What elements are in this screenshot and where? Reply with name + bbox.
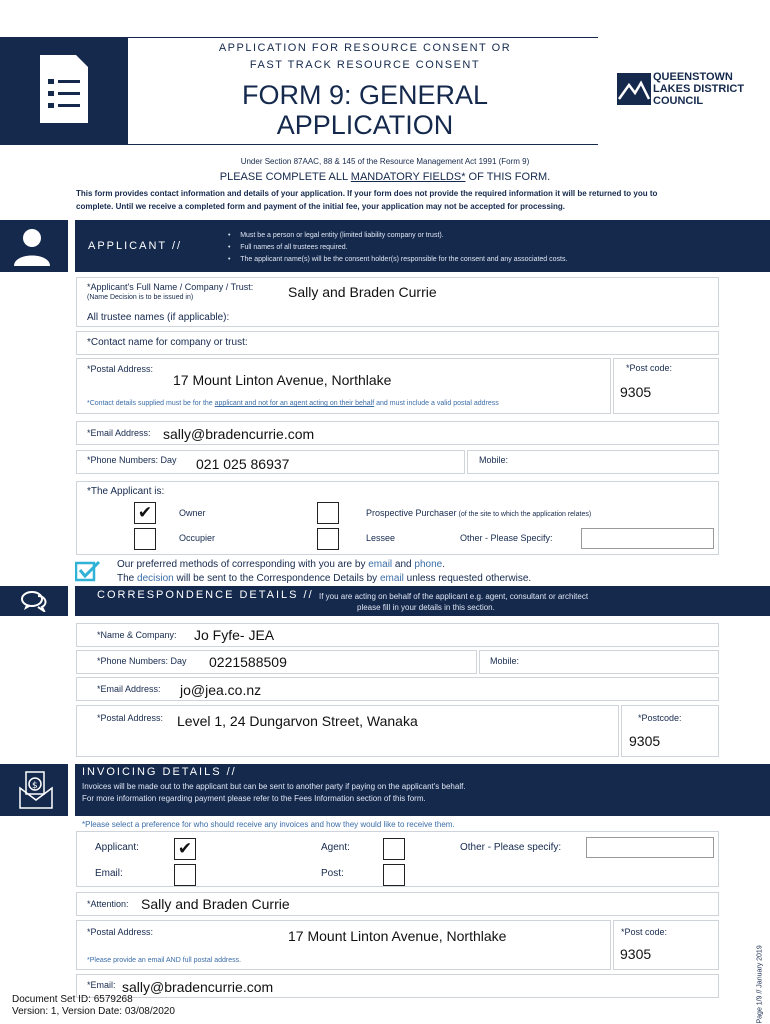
invoice-envelope-icon bbox=[18, 770, 54, 810]
council-name-3: COUNCIL bbox=[653, 95, 704, 107]
form-icon-panel bbox=[0, 37, 128, 145]
corr-postcode-label: *Postcode: bbox=[638, 713, 682, 723]
occupier-label: Occupier bbox=[179, 533, 216, 543]
postcode-value[interactable]: 9305 bbox=[620, 384, 652, 400]
invoicing-section-title: INVOICING DETAILS // bbox=[82, 766, 237, 778]
owner-checkbox[interactable]: ✔ bbox=[134, 502, 156, 524]
form-document-icon bbox=[36, 53, 92, 125]
invoice-postal-value[interactable]: 17 Mount Linton Avenue, Northlake bbox=[288, 928, 507, 944]
attention-value[interactable]: Sally and Braden Currie bbox=[141, 896, 290, 912]
svg-text:$: $ bbox=[32, 781, 38, 791]
owner-label: Owner bbox=[179, 508, 206, 518]
applicant-type-label: *The Applicant is: bbox=[87, 486, 165, 497]
complete-mandatory-text bbox=[0, 171, 770, 183]
invoice-other-label: Other - Please specify: bbox=[460, 842, 562, 853]
invoice-postcode-label: *Post code: bbox=[621, 927, 668, 937]
trustee-label: All trustee names (if applicable): bbox=[87, 312, 230, 323]
invoicing-note-1: Invoices will be made out to the applicant but can be sent to another party if paying on the applicant's behalf. bbox=[82, 782, 466, 791]
occupier-checkbox[interactable] bbox=[134, 528, 156, 550]
invoicing-note-2: For more information regarding payment please refer to the Fees Information section of this form. bbox=[82, 794, 426, 803]
council-logo bbox=[617, 71, 757, 111]
invoice-email-value[interactable]: sally@bradencurrie.com bbox=[122, 979, 274, 995]
form-title-2: APPLICATION bbox=[276, 110, 454, 140]
correspondence-note-2: please fill in your details in this section. bbox=[357, 603, 495, 612]
corr-mobile-label: Mobile: bbox=[490, 656, 520, 666]
page-number: Page 1/9 // January 2019 bbox=[756, 945, 764, 1024]
postal-note: *Contact details supplied must be for the applicant and not for an agent acting on their behalf and must include a valid postal address bbox=[87, 400, 499, 407]
corr-email-label: *Email Address: bbox=[97, 684, 161, 694]
invoice-agent-checkbox[interactable] bbox=[383, 838, 405, 860]
postcode-label: *Post code: bbox=[626, 363, 673, 373]
other-specify-label: Other - Please Specify: bbox=[460, 533, 553, 543]
email-label: *Email Address: bbox=[87, 428, 151, 438]
applicant-section-title: APPLICANT // bbox=[88, 240, 183, 252]
invoice-postcode-value[interactable]: 9305 bbox=[620, 946, 652, 962]
corr-postal-label: *Postal Address: bbox=[97, 713, 164, 723]
postal-address-value[interactable]: 17 Mount Linton Avenue, Northlake bbox=[173, 372, 392, 388]
postal-address-label: *Postal Address: bbox=[87, 364, 154, 374]
correspondence-icon-panel bbox=[0, 586, 68, 616]
correspondence-section-title: CORRESPONDENCE DETAILS // bbox=[97, 589, 314, 601]
prospective-purchaser-checkbox[interactable] bbox=[317, 502, 339, 524]
corr-phone-value[interactable]: 0221588509 bbox=[209, 654, 287, 670]
header-line-2: FAST TRACK RESOURCE CONSENT bbox=[249, 59, 481, 71]
header-line-1: APPLICATION FOR RESOURCE CONSENT OR bbox=[218, 42, 512, 54]
corr-name-value[interactable]: Jo Fyfe- JEA bbox=[194, 627, 275, 643]
correspondence-note-1: If you are acting on behalf of the applicant e.g. agent, consultant or architect bbox=[319, 592, 589, 601]
form-title-1: FORM 9: GENERAL bbox=[241, 80, 489, 110]
under-section-text: Under Section 87AAC, 88 & 145 of the Resource Management Act 1991 (Form 9) bbox=[240, 157, 530, 166]
complete-pre: PLEASE COMPLETE ALL bbox=[219, 171, 351, 183]
version-info: Version: 1, Version Date: 03/08/2020 bbox=[12, 1006, 175, 1017]
attention-label: *Attention: bbox=[87, 899, 129, 909]
preference-line-1: Our preferred methods of corresponding with you are by email and phone. bbox=[117, 559, 445, 570]
invoice-applicant-checkbox[interactable]: ✔ bbox=[174, 838, 196, 860]
preference-line-2: The decision will be sent to the Correspondence Details by email unless requested otherwise. bbox=[117, 573, 532, 584]
contact-name-label: *Contact name for company or trust: bbox=[87, 337, 248, 348]
invoice-email-field-label: *Email: bbox=[87, 980, 116, 990]
lessee-checkbox[interactable] bbox=[317, 528, 339, 550]
applicant-icon-panel bbox=[0, 220, 68, 272]
applicant-name-sublabel: (Name Decision is to be issued in) bbox=[87, 294, 194, 301]
invoice-select-note: *Please select a preference for who should receive any invoices and how they would like to receive them. bbox=[82, 820, 455, 829]
invoice-post-checkbox[interactable] bbox=[383, 864, 405, 886]
intro-line-1: This form provides contact information and details of your application. If your form does not provide the required information it will be returned to you to bbox=[76, 189, 658, 198]
mandatory-fields-link: MANDATORY FIELDS* bbox=[350, 171, 466, 183]
invoice-applicant-label: Applicant: bbox=[95, 842, 139, 853]
invoicing-icon-panel bbox=[0, 764, 68, 816]
corr-email-box[interactable] bbox=[76, 677, 719, 701]
council-name-2: LAKES DISTRICT bbox=[653, 83, 745, 95]
invoice-agent-label: Agent: bbox=[321, 842, 350, 853]
prospective-purchaser-label: Prospective Purchaser (of the site to which the application relates) bbox=[366, 508, 592, 518]
intro-line-2: complete. Until we receive a completed form and payment of the initial fee, your application may not be accepted for processing. bbox=[76, 202, 566, 211]
speech-bubbles-icon bbox=[20, 590, 48, 612]
complete-post: OF THIS FORM. bbox=[465, 171, 551, 183]
phone-day-value[interactable]: 021 025 86937 bbox=[196, 456, 290, 472]
mountain-logo-icon bbox=[617, 73, 651, 105]
invoice-other-input[interactable] bbox=[586, 837, 714, 858]
corr-phone-label: *Phone Numbers: Day bbox=[97, 656, 187, 666]
invoice-postal-label: *Postal Address: bbox=[87, 927, 154, 937]
other-specify-input[interactable] bbox=[581, 528, 714, 549]
phone-day-label: *Phone Numbers: Day bbox=[87, 455, 177, 465]
person-icon bbox=[10, 226, 54, 266]
invoice-post-label: Post: bbox=[321, 868, 344, 879]
applicant-name-label: *Applicant's Full Name / Company / Trust: bbox=[87, 282, 254, 292]
corr-postal-value[interactable]: Level 1, 24 Dungarvon Street, Wanaka bbox=[177, 713, 418, 729]
mobile-label: Mobile: bbox=[479, 455, 509, 465]
checked-box-icon bbox=[75, 560, 101, 582]
corr-name-label: *Name & Company: bbox=[97, 630, 177, 640]
document-set-id: Document Set ID: 6579268 bbox=[12, 994, 133, 1005]
applicant-bullet-1: • Must be a person or legal entity (limited liability company or trust). bbox=[228, 232, 444, 239]
corr-email-value[interactable]: jo@jea.co.nz bbox=[180, 682, 262, 698]
applicant-bullet-3: • The applicant name(s) will be the consent holder(s) responsible for the consent and any associated costs. bbox=[228, 256, 568, 263]
invoice-postal-note: *Please provide an email AND full postal address. bbox=[87, 957, 242, 964]
applicant-name-value[interactable]: Sally and Braden Currie bbox=[288, 284, 437, 300]
invoice-email-label: Email: bbox=[95, 868, 123, 879]
council-name-1: QUEENSTOWN bbox=[653, 71, 733, 83]
corr-postcode-value[interactable]: 9305 bbox=[629, 733, 661, 749]
lessee-label: Lessee bbox=[366, 533, 396, 543]
email-value[interactable]: sally@bradencurrie.com bbox=[163, 426, 315, 442]
applicant-bullet-2: • Full names of all trustees required. bbox=[228, 244, 348, 251]
invoice-email-checkbox[interactable] bbox=[174, 864, 196, 886]
